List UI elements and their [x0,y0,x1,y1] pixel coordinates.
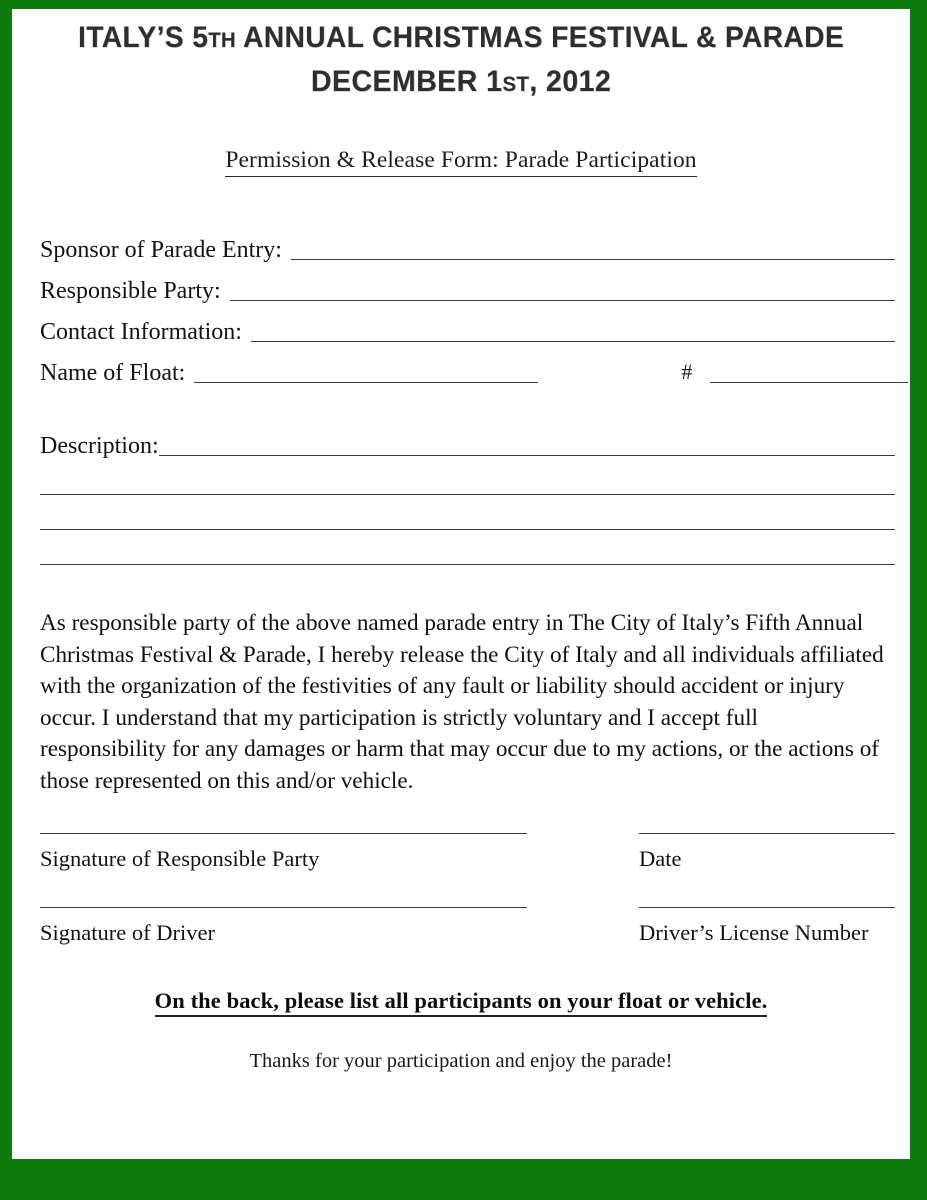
festival-title-suffix: ANNUAL CHRISTMAS FESTIVAL & PARADE [235,21,845,54]
field-input-description-line-4[interactable] [40,564,895,565]
field-input-contact-information[interactable] [251,341,895,342]
signature-line-date[interactable] [639,833,895,834]
festival-title-ordinal: TH [208,28,236,52]
document-header [27,23,895,96]
festival-title [47,23,876,53]
signature-line-driver[interactable] [40,907,527,908]
field-label-name-of-float: Name of Float: [40,360,186,387]
festival-title-prefix: ITALY’S 5 [77,21,209,54]
number-sign-icon: # [681,359,693,384]
signature-line-responsible-party[interactable] [40,833,527,834]
signature-row-gap [40,872,895,907]
signature-row-driver [40,907,895,946]
signature-label-license: Driver’s License Number [639,920,869,946]
signature-col-driver [40,907,527,946]
signature-spacer-2 [527,907,639,946]
field-input-responsible-party[interactable] [230,300,895,301]
field-label-responsible-party: Responsible Party: [40,278,221,305]
signature-label-date: Date [639,846,682,872]
field-input-description-line-3[interactable] [40,529,895,530]
field-row-sponsor [40,223,895,264]
signature-col-date [639,833,895,872]
document-paper [12,9,910,1159]
release-paragraph: As responsible party of the above named parade entry in The City of Italy’s Fifth Annual Christmas Festival & Parade, I hereby release the City of Italy and all individuals affiliated with the organization of the festivities of any fault or liability should accident or injury occur. I understand that my participation is strictly voluntary and I accept full responsibility for any damages or harm that may occur due to my actions, or the actions of those represented on this and/or vehicle. [40,609,884,794]
signature-col-responsible-party [40,833,527,872]
field-row-name-of-float [40,346,895,387]
signature-spacer-1 [527,833,639,872]
field-input-description-line-2[interactable] [40,494,895,495]
description-first-row [40,434,895,460]
form-subtitle: Permission & Release Form: Parade Participation [225,147,696,177]
field-row-responsible-party [40,264,895,305]
document-footer [27,988,895,1073]
festival-date-prefix: DECEMBER 1 [310,64,503,98]
signature-line-license[interactable] [639,907,895,908]
footer-notice: On the back, please list all participants on your float or vehicle. [155,988,768,1017]
field-input-float-number[interactable] [710,382,908,383]
signature-label-responsible-party: Signature of Responsible Party [40,846,320,872]
festival-date [40,64,882,98]
footer-thanks: Thanks for your participation and enjoy the parade! [249,1049,673,1072]
field-label-sponsor: Sponsor of Parade Entry: [40,237,282,264]
field-input-name-of-float[interactable] [194,382,538,383]
festival-date-suffix: , 2012 [529,64,612,98]
field-input-description-line-1[interactable] [159,455,895,456]
signature-col-license [639,907,895,946]
form-fields [27,223,895,387]
field-label-contact-information: Contact Information: [40,319,242,346]
signature-row-responsible-party [40,833,895,872]
festival-date-ordinal: ST [502,71,530,96]
signature-area [27,833,895,946]
description-block [27,434,895,565]
field-label-description: Description: [40,433,159,459]
form-subtitle-container [27,147,895,177]
field-input-sponsor[interactable] [291,259,895,260]
field-row-contact-information [40,305,895,346]
signature-label-driver: Signature of Driver [40,920,215,946]
